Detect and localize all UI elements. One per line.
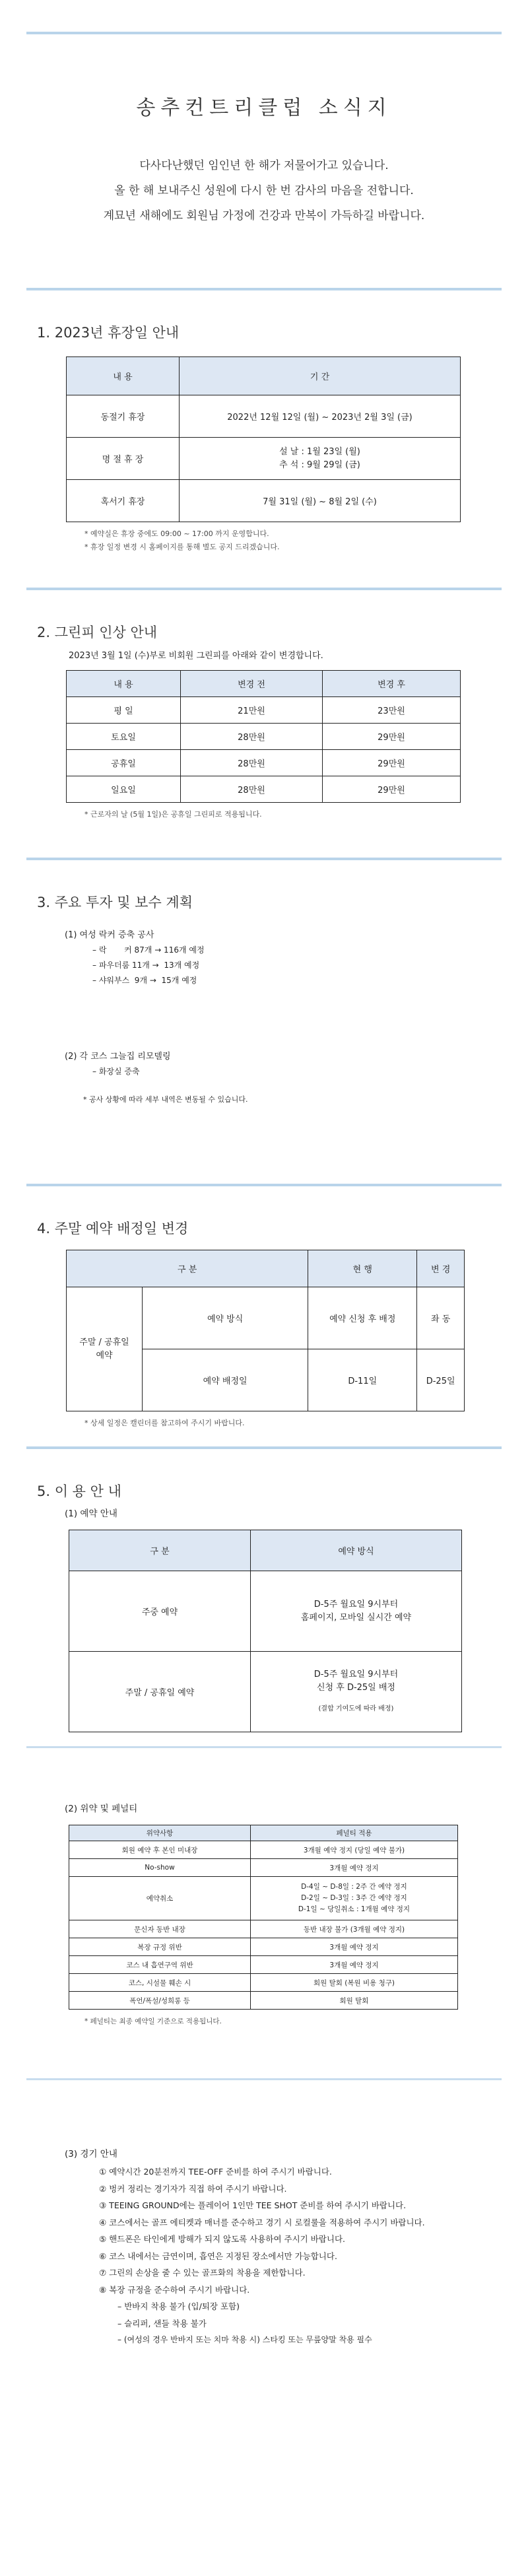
notes <box>0 527 528 554</box>
table-row <box>69 1859 458 1877</box>
penalty-section <box>0 1748 528 2078</box>
table-row <box>69 1877 458 1920</box>
cell <box>251 1877 458 1920</box>
note-line: * 휴장 일정 변경 시 홈페이지를 통해 별도 공지 드리겠습니다. <box>84 543 280 551</box>
greenfee-table <box>66 670 461 803</box>
list-subitem: – 반바지 착용 불가 (입/퇴장 포함) <box>117 2301 240 2311</box>
row-value: 7월 31일 (월) ~ 8월 2일 (수) <box>180 480 461 522</box>
cell: 29만원 <box>323 724 461 750</box>
cell: 일요일 <box>67 776 181 803</box>
table-header: 구 분 <box>67 1250 308 1287</box>
note-line: * 상세 일정은 캘린더를 참고하여 주시기 바랍니다. <box>84 1419 245 1427</box>
table-header: 내 용 <box>67 357 180 395</box>
note-line: * 근로자의 날 (5월 1일)은 공휴일 그린피로 적용됩니다. <box>84 810 262 819</box>
value-line: D-5주 월요일 9시부터 <box>314 1669 399 1679</box>
cell: 29만원 <box>323 776 461 803</box>
cell: D-25일 <box>417 1349 465 1411</box>
cell: D-11일 <box>308 1349 417 1411</box>
table-header: 변 경 <box>417 1250 465 1287</box>
table-header: 현 행 <box>308 1250 417 1287</box>
row-value: 2022년 12월 12일 (월) ~ 2023년 2월 3일 (금) <box>180 395 461 438</box>
row-label: 주중 예약 <box>69 1571 251 1652</box>
list-item: ③ TEEING GROUND에는 플레이어 1인만 TEE SHOT 준비를 하여 주시기 바랍니다. <box>99 2200 407 2210</box>
value-line: 홈페이지, 모바일 실시간 예약 <box>300 1612 412 1623</box>
table-header: 기 간 <box>180 357 461 395</box>
list-item: (1) 여성 락커 증축 공사 <box>65 930 154 940</box>
table-row <box>69 1956 458 1974</box>
cell: 예약취소 <box>69 1877 251 1920</box>
cell: 3개월 예약 정지 <box>251 1956 458 1974</box>
table-header: 위약사항 <box>69 1825 251 1841</box>
list-subitem: – (여성의 경우 반바지 또는 치마 착용 시) 스타킹 또는 무릎양말 착용 필수 <box>117 2335 372 2344</box>
section-title: 5. 이 용 안 내 <box>37 1483 121 1499</box>
value-line: 추 석 : 9월 29일 (금) <box>279 459 360 470</box>
cell: 좌 동 <box>417 1287 465 1349</box>
cell: 28만원 <box>181 750 323 776</box>
section-title: 2. 그린피 인상 안내 <box>37 625 158 640</box>
list-item: (2) 각 코스 그늘집 리모델링 <box>65 1052 171 1062</box>
cell: 21만원 <box>181 697 323 724</box>
newsletter-title: 송추컨트리클럽 소식지 <box>136 96 392 119</box>
table-row <box>69 1652 462 1732</box>
note-line: * 공사 상황에 따라 세부 내역은 변동될 수 있습니다. <box>83 1095 248 1104</box>
cell: 3개월 예약 정지 <box>251 1859 458 1877</box>
list-subitem: – 파우더룸 11개 → 13개 예정 <box>92 961 200 970</box>
table-row <box>67 750 461 776</box>
reservation-table <box>69 1530 462 1732</box>
value-line: D-1일 ~ 당일취소 : 1개월 예약 정지 <box>298 1905 411 1913</box>
note-line: * 예약실은 휴장 중에도 09:00 ~ 17:00 까지 운영합니다. <box>84 529 269 538</box>
table-header: 변경 후 <box>323 671 461 697</box>
cell: 예약 신청 후 배정 <box>308 1287 417 1349</box>
usage-section <box>0 1449 528 1746</box>
table-row <box>67 776 461 803</box>
subsection-title: (1) 예약 안내 <box>65 1508 117 1519</box>
cell: 23만원 <box>323 697 461 724</box>
weekend-table <box>66 1250 465 1411</box>
list-subitem: – 락 커 87개 → 116개 예정 <box>92 945 205 955</box>
cell: 3개월 예약 정지 <box>251 1938 458 1956</box>
list-item: ① 예약시간 20분전까지 TEE-OFF 준비를 하여 주시기 바랍니다. <box>99 2167 332 2177</box>
table-header: 구 분 <box>69 1530 251 1571</box>
holiday-table <box>66 356 461 522</box>
newsletter <box>0 32 528 2357</box>
cell: 동반 내장 불가 (3개월 예약 정지) <box>251 1920 458 1938</box>
value-line: 설 날 : 1월 23일 (월) <box>279 446 360 457</box>
group-label: 주말 / 공휴일 예약 <box>67 1287 143 1411</box>
penalty-table <box>69 1825 458 2010</box>
section-title: 4. 주말 예약 배정일 변경 <box>37 1221 189 1237</box>
note-line: * 페널티는 최종 예약일 기준으로 적용됩니다. <box>84 2017 222 2025</box>
subsection-title: (2) 위약 및 페널티 <box>65 1804 138 1814</box>
subsection-title: (3) 경기 안내 <box>65 2149 117 2159</box>
value-line: D-2일 ~ D-3일 : 3주 간 예약 정지 <box>301 1894 407 1902</box>
cell: 회원 탈회 <box>251 1992 458 2010</box>
list-item: ② 벙커 정리는 경기자가 직접 하여 주시기 바랍니다. <box>99 2183 287 2194</box>
row-label: 동절기 휴장 <box>67 395 180 438</box>
cell: 예약 배정일 <box>143 1349 308 1411</box>
list-item: ⑥ 코스 내에서는 금연이며, 흡연은 지정된 장소에서만 가능합니다. <box>99 2251 337 2261</box>
table-header: 예약 방식 <box>251 1530 462 1571</box>
table-row <box>67 395 461 438</box>
cell: 28만원 <box>181 724 323 750</box>
cell: 코스 내 흡연구역 위반 <box>69 1956 251 1974</box>
row-value <box>251 1571 462 1652</box>
list-item: ⑧ 복장 규정을 준수하여 주시기 바랍니다. <box>99 2284 250 2295</box>
cell: 예약 방식 <box>143 1287 308 1349</box>
list-subitem: – 샤워부스 9개 → 15개 예정 <box>92 976 197 985</box>
list-subitem: – 화장실 증축 <box>92 1067 140 1076</box>
table-row <box>69 1974 458 1992</box>
row-label: 주말 / 공휴일 예약 <box>69 1652 251 1732</box>
table-row <box>67 1287 465 1349</box>
cell: 공휴일 <box>67 750 181 776</box>
list-item: ④ 코스에서는 골프 에티켓과 매너를 준수하고 경기 시 로컬룰을 적용하여 주시기 바랍니다. <box>99 2217 425 2227</box>
table-row <box>67 697 461 724</box>
table-row <box>67 724 461 750</box>
table-row <box>69 1571 462 1652</box>
value-line: 신청 후 D-25일 배정 <box>317 1682 395 1693</box>
table-header: 페널티 적용 <box>251 1825 458 1841</box>
section-title: 3. 주요 투자 및 보수 계획 <box>37 895 193 910</box>
table-row <box>69 1992 458 2010</box>
cell: 29만원 <box>323 750 461 776</box>
cell: No-show <box>69 1859 251 1877</box>
cell: 토요일 <box>67 724 181 750</box>
row-label: 명 절 휴 장 <box>67 438 180 480</box>
rules-section <box>0 2080 528 2357</box>
list-item: ⑦ 그린의 손상을 줄 수 있는 골프화의 착용을 제한합니다. <box>99 2268 306 2278</box>
holiday-section <box>0 290 528 588</box>
row-value <box>180 438 461 480</box>
cell: 문신자 동반 내장 <box>69 1920 251 1938</box>
cell: 평 일 <box>67 697 181 724</box>
list-subitem: – 슬리퍼, 샌들 착용 불가 <box>117 2318 207 2328</box>
cell: 폭언/폭설/성희롱 등 <box>69 1992 251 2010</box>
intro-line: 다사다난했던 임인년 한 해가 저물어가고 있습니다. <box>139 159 389 172</box>
cell: 3개월 예약 정지 (당일 예약 불가) <box>251 1841 458 1859</box>
value-line: D-4일 ~ D-8일 : 2주 간 예약 정지 <box>301 1883 407 1891</box>
section-desc: 2023년 3월 1일 (수)부로 비회원 그린피를 아래와 같이 변경합니다. <box>69 651 323 661</box>
cell: 복장 규정 위반 <box>69 1938 251 1956</box>
intro-line: 올 한 해 보내주신 성원에 다시 한 번 감사의 마음을 전합니다. <box>114 184 414 197</box>
section-title: 1. 2023년 휴장일 안내 <box>37 325 180 341</box>
table-row <box>67 438 461 480</box>
greenfee-section <box>0 590 528 858</box>
cell: 회원 탈회 (복원 비용 청구) <box>251 1974 458 1992</box>
list-item: ⑤ 핸드폰은 타인에게 방해가 되지 않도록 사용하여 주시기 바랍니다. <box>99 2234 345 2244</box>
weekend-section <box>0 1186 528 1446</box>
intro-line: 계묘년 새해에도 회원님 가정에 건강과 만복이 가득하길 바랍니다. <box>103 209 425 222</box>
table-row <box>69 1920 458 1938</box>
cell: 28만원 <box>181 776 323 803</box>
cell: 코스, 시설물 훼손 시 <box>69 1974 251 1992</box>
table-row <box>69 1841 458 1859</box>
value-line: D-5주 월요일 9시부터 <box>314 1599 399 1610</box>
cell: 회원 예약 후 본인 미내장 <box>69 1841 251 1859</box>
value-small: (결합 기여도에 따라 배정) <box>318 1705 394 1712</box>
investment-section <box>0 860 528 1184</box>
intro-text <box>0 153 528 288</box>
table-row <box>69 1938 458 1956</box>
table-header: 변경 전 <box>181 671 323 697</box>
table-row <box>67 480 461 522</box>
row-label: 혹서기 휴장 <box>67 480 180 522</box>
row-value <box>251 1652 462 1732</box>
table-header: 내 용 <box>67 671 181 697</box>
